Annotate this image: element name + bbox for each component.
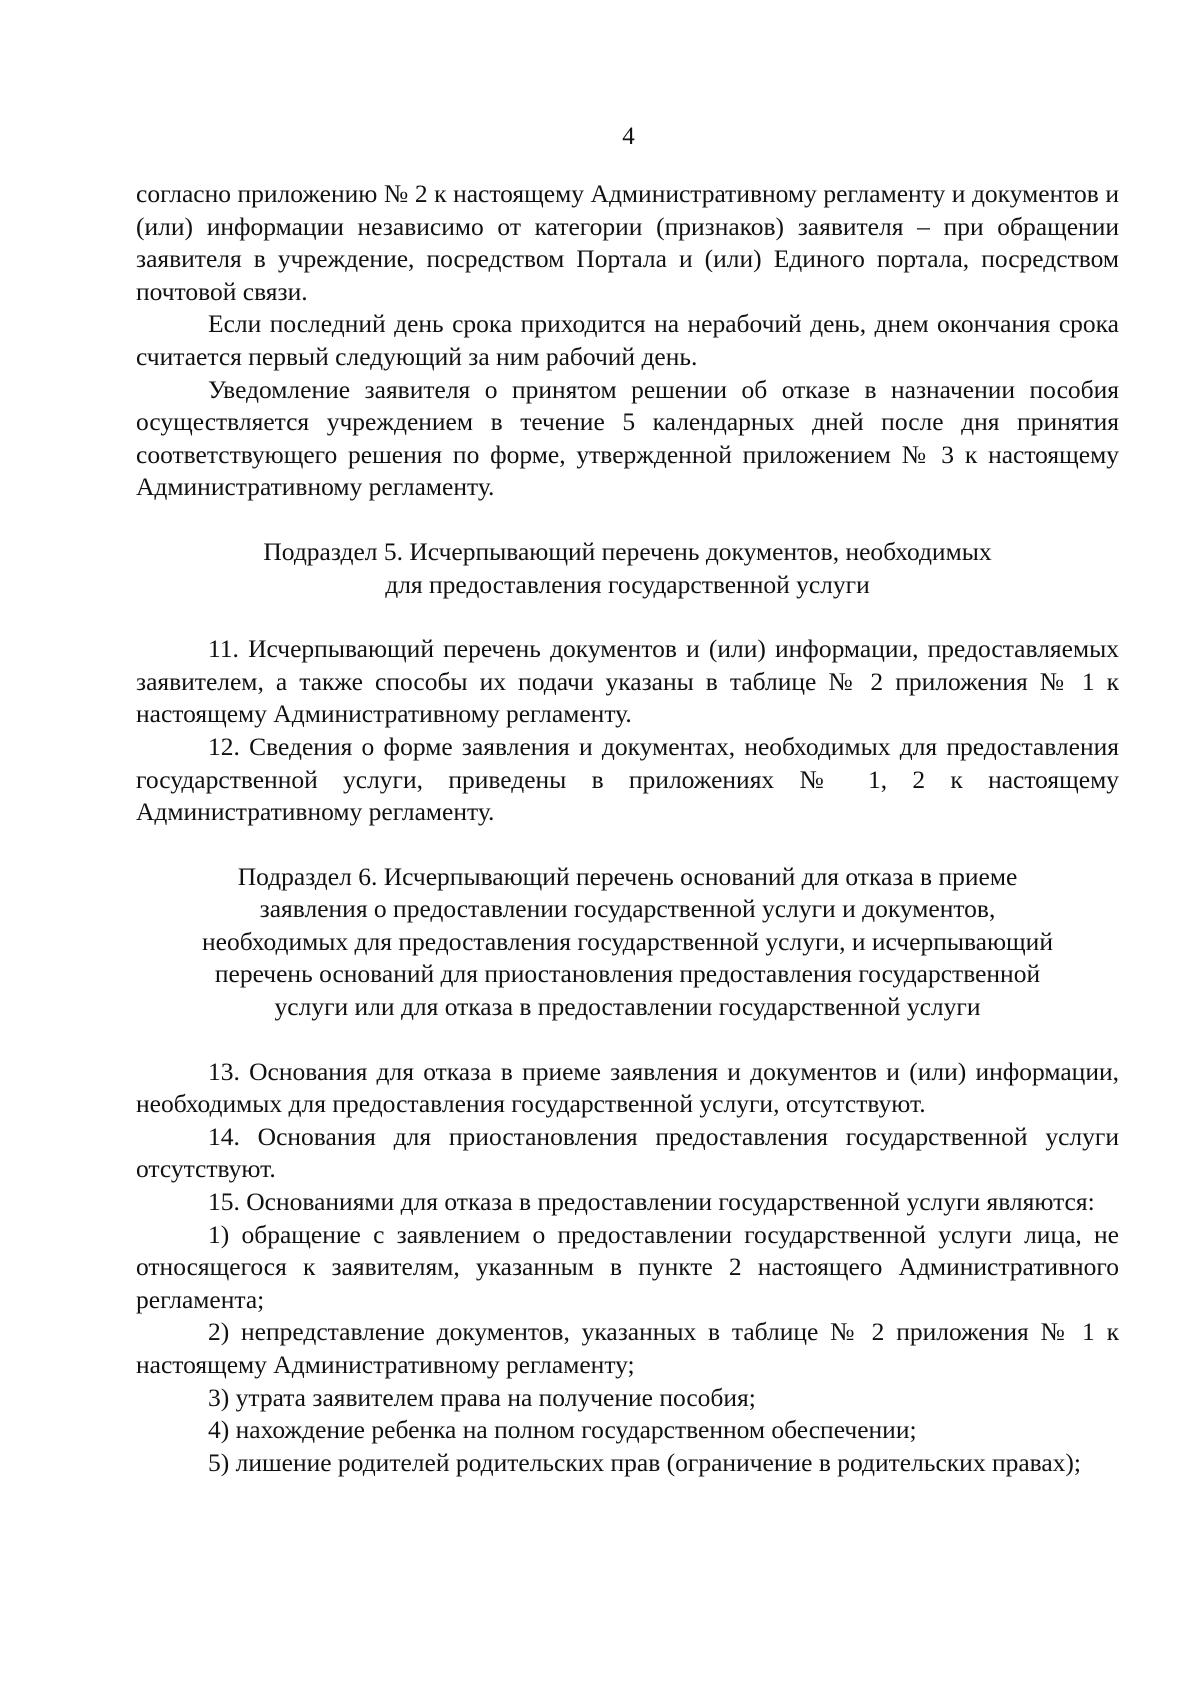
section-heading-6 (136, 861, 1119, 1024)
section-heading-5 (136, 536, 1119, 601)
page-number: 4 (622, 123, 635, 150)
paragraph: 11. Исчерпывающий перечень документов и (или) информации, предоставляемых заявителем, а также способы их подачи указаны в таблице № 2 приложения № 1 к настоящему Административному регламенту. (136, 634, 1119, 729)
paragraph: 14. Основания для приостановления предоставления государственной услуги отсутствуют. (136, 1121, 1119, 1184)
heading-line: перечень оснований для приостановления предоставления государственной (214, 959, 1041, 989)
paragraph: 15. Основаниями для отказа в предоставлении государственной услуги являются: (208, 1187, 1095, 1217)
heading-line: для предоставления государственной услуги (385, 569, 870, 599)
heading-line: необходимых для предоставления государственной услуги, и исчерпывающий (202, 926, 1053, 956)
paragraph: Если последний день срока приходится на нерабочий день, днем окончания срока считается первый следующий за ним рабочий день. (136, 309, 1119, 371)
paragraph: 12. Сведения о форме заявления и документах, необходимых для предоставления государственной услуги, приведены в приложениях № 1, 2 к настоящему Административному регламенту. (136, 731, 1119, 827)
list-item: 3) утрата заявителем права на получение пособия; (208, 1382, 756, 1412)
paragraph: Уведомление заявителя о принятом решении об отказе в назначении пособия осуществляется учреждением в течение 5 календарных дней после дня принятия соответствующего решения по форме, утвержденной приложением № 3 к настоящему Административному регламенту. (136, 374, 1119, 502)
heading-line: Подраздел 5. Исчерпывающий перечень документов, необходимых (263, 536, 992, 566)
list-item: 1) обращение с заявлением о предоставлении государственной услуги лица, не относящегося к заявителям, указанным в пункте 2 настоящего Административного регламента; (136, 1219, 1119, 1314)
list-item: 2) непредставление документов, указанных в таблице № 2 приложения № 1 к настоящему Административному регламенту; (136, 1317, 1119, 1379)
list-item: 5) лишение родителей родительских прав (ограничение в родительских правах); (208, 1447, 1082, 1477)
heading-line: услуги или для отказа в предоставлении государственной услуги (274, 992, 981, 1022)
heading-line: заявления о предоставлении государственной услуги и документов, (259, 894, 996, 924)
paragraph: согласно приложению № 2 к настоящему Административному регламенту и документов и (или) информации независимо от категории (признаков) заявителя – при обращении заявителя в учреждение, посредством Портала и (или) Единого портала, посредством почтовой связи. (136, 179, 1119, 306)
list-item: 4) нахождение ребенка на полном государственном обеспечении; (208, 1415, 917, 1445)
heading-line: Подраздел 6. Исчерпывающий перечень оснований для отказа в приеме (237, 861, 1018, 891)
paragraph: 13. Основания для отказа в приеме заявления и документов и (или) информации, необходимых для предоставления государственной услуги, отсутствуют. (136, 1056, 1119, 1119)
document-body (136, 178, 1119, 1479)
